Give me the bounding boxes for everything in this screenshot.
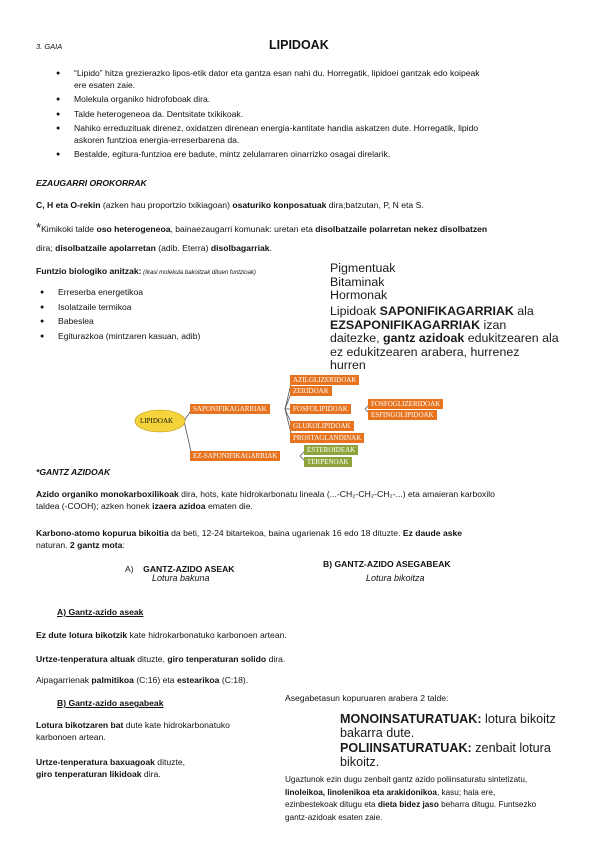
list-item: ● Bestalde, egitura-funtzioa ere badute, mintz zelularraren oinarrizko osagai direlarik.	[52, 149, 562, 161]
general-paragraph-1: C, H eta O-rekin (azken hau proportzio txikiagoan) osaturiko konposatuak dira;batzutan, P, N eta S.	[36, 200, 424, 210]
saturated-paragraph-3: Aipagarrienak palmitikoa (C:16) eta estearikoa (C:18).	[36, 675, 249, 685]
diagram-node-phosphoglycerides: FOSFOGLIZERIDOAK	[368, 399, 443, 409]
list-item: ● Erreserba energetikoa	[36, 287, 276, 299]
diagram-node-steroids: ESTEROIDEAK	[304, 445, 358, 455]
functions-right-list: Pigmentuak Bitaminak Hormonak	[330, 261, 396, 303]
list-item: ● Egiturazkoa (mintzaren kasuan, adib)	[36, 331, 276, 343]
unsaturated-paragraph-2: Urtze-tenperatura baxuagoak dituzte, giro tenperaturan likidoak dira.	[36, 757, 186, 779]
fatty-paragraph-1: Azido organiko monokarboxilikoak dira, hots, kate hidrokarbonatu lineala (...-CH₂-CH₂-CH₂-...) eta amaieran karboxilo taldea (-COOH); azken honek izaera azidoa ematen die.	[36, 489, 495, 511]
type-b-subtitle: Lotura bikoitza	[366, 573, 425, 583]
list-item: ● “Lipido” hitza grezierazko lipos-etik dator eta gantza esan nahi du. Horregatik, lipidoei gantzak edo koipeak ere esaten zaie.	[52, 68, 562, 91]
diagram-root-label: LIPIDOAK	[140, 417, 174, 425]
diagram-node-nonsaponifiable: EZ-SAPONIFIKAGARRIAK	[190, 451, 280, 461]
unit-label: 3. GAIA	[36, 42, 63, 51]
diagram-node-phospholipids: FOSFOLIPIDOAK	[290, 404, 351, 414]
page-title: LIPIDOAK	[269, 38, 329, 52]
type-b-title: B) GANTZ-AZIDO ASEGABEAK	[323, 559, 451, 569]
saturated-paragraph-2: Urtze-tenperatura altuak dituzte, giro tenperaturan solido dira.	[36, 654, 286, 664]
diagram-node-waxes: ZERIDOAK	[290, 386, 332, 396]
essential-fatty-acids-text: Ugaztunok ezin dugu zenbait gantz azido poliinsaturatu sintetizatu, linoleikoa, linolenikoa eta arakidonikoa, kasu; hala ere, ezinbestekoak ditugu eta dieta bidez jaso beharra ditugu. Funtsezko gantz-azidoak esaten zaie.	[285, 775, 537, 822]
list-item: ● Nahiko erreduzituak direnez, oxidatzen direnean energia-kantitate handia askatzen dute. Horregatik, lipido askoren funtzioa energia-erreserbarena da.	[52, 123, 562, 146]
unsaturated-heading: B) Gantz-azido asegabeak	[57, 698, 164, 708]
list-item: ● Molekula organiko hidrofoboak dira.	[52, 94, 562, 106]
polyunsaturated-text: POLIINSATURATUAK: zenbait lotura bikoitz.	[340, 741, 551, 769]
functions-heading: Funtzio biologiko anitzak: (Ikasi molekula bakoitzak dituen funtzioak)	[36, 266, 256, 276]
section-heading-fatty-acids: *GANTZ AZIDOAK	[36, 467, 111, 477]
list-item: ● Talde heterogeneoa da. Dentsitate txikikoak.	[52, 109, 562, 121]
classification-paragraph: Lipidoak SAPONIFIKAGARRIAK ala EZSAPONIFIKAGARRIAK izan daitezke, gantz azidoak edukitzearen ala ez edukitzearen arabera, hurrenez hurren	[330, 305, 559, 373]
unsaturated-paragraph-1: Lotura bikotzaren bat dute kate hidrokarbonatuko karbonoen artean.	[36, 720, 230, 742]
type-a-title: A) GANTZ-AZIDO ASEAK	[125, 564, 235, 574]
diagram-node-glycolipids: GLUKOLIPIDOAK	[290, 421, 354, 431]
section-heading-general: EZAUGARRI OROKORRAK	[36, 178, 147, 188]
diagram-node-acylglycerides: AZILGLIZERIDOAK	[290, 375, 359, 385]
diagram-node-saponifiable: SAPONIFIKAGARRIAK	[190, 404, 270, 414]
fatty-paragraph-2: Karbono-atomo kopurua bikoitia da beti, 12-24 bitartekoa, baina ugarienak 16 edo 18 dituzte. Ez daude aske naturan. 2 gantz mota:	[36, 528, 463, 550]
saturated-paragraph-1: Ez dute lotura bikotzik kate hidrokarbonatuko karbonoen artean.	[36, 630, 287, 640]
diagram-node-terpenes: TERPENOAK	[304, 457, 352, 467]
diagram-node-prostaglandins: PROSTAGLANDINAK	[290, 433, 364, 443]
saturated-heading: A) Gantz-azido aseak	[57, 607, 144, 617]
monounsaturated-text: MONOINSATURATUAK: lotura bikoitz bakarra dute.	[340, 712, 556, 740]
general-paragraph-2-cont: dira; disolbatzaile apolarretan (adib. Eterra) disolbagarriak.	[36, 243, 272, 253]
general-paragraph-2: *Kimikoki talde oso heterogeneoa, bainaezaugarri komunak: uretan eta disolbatzaile polarretan nekez disolbatzen	[36, 220, 488, 235]
type-a-subtitle: Lotura bakuna	[152, 573, 210, 583]
list-item: ● Babeslea	[36, 316, 276, 328]
unsaturation-groups-intro: Asegabetasun kopuruaren arabera 2 talde:	[285, 693, 449, 703]
diagram-node-sphingolipids: ESFINGOLIPIDOAK	[368, 410, 437, 420]
list-item: ● Isolatzaile termikoa	[36, 302, 276, 314]
